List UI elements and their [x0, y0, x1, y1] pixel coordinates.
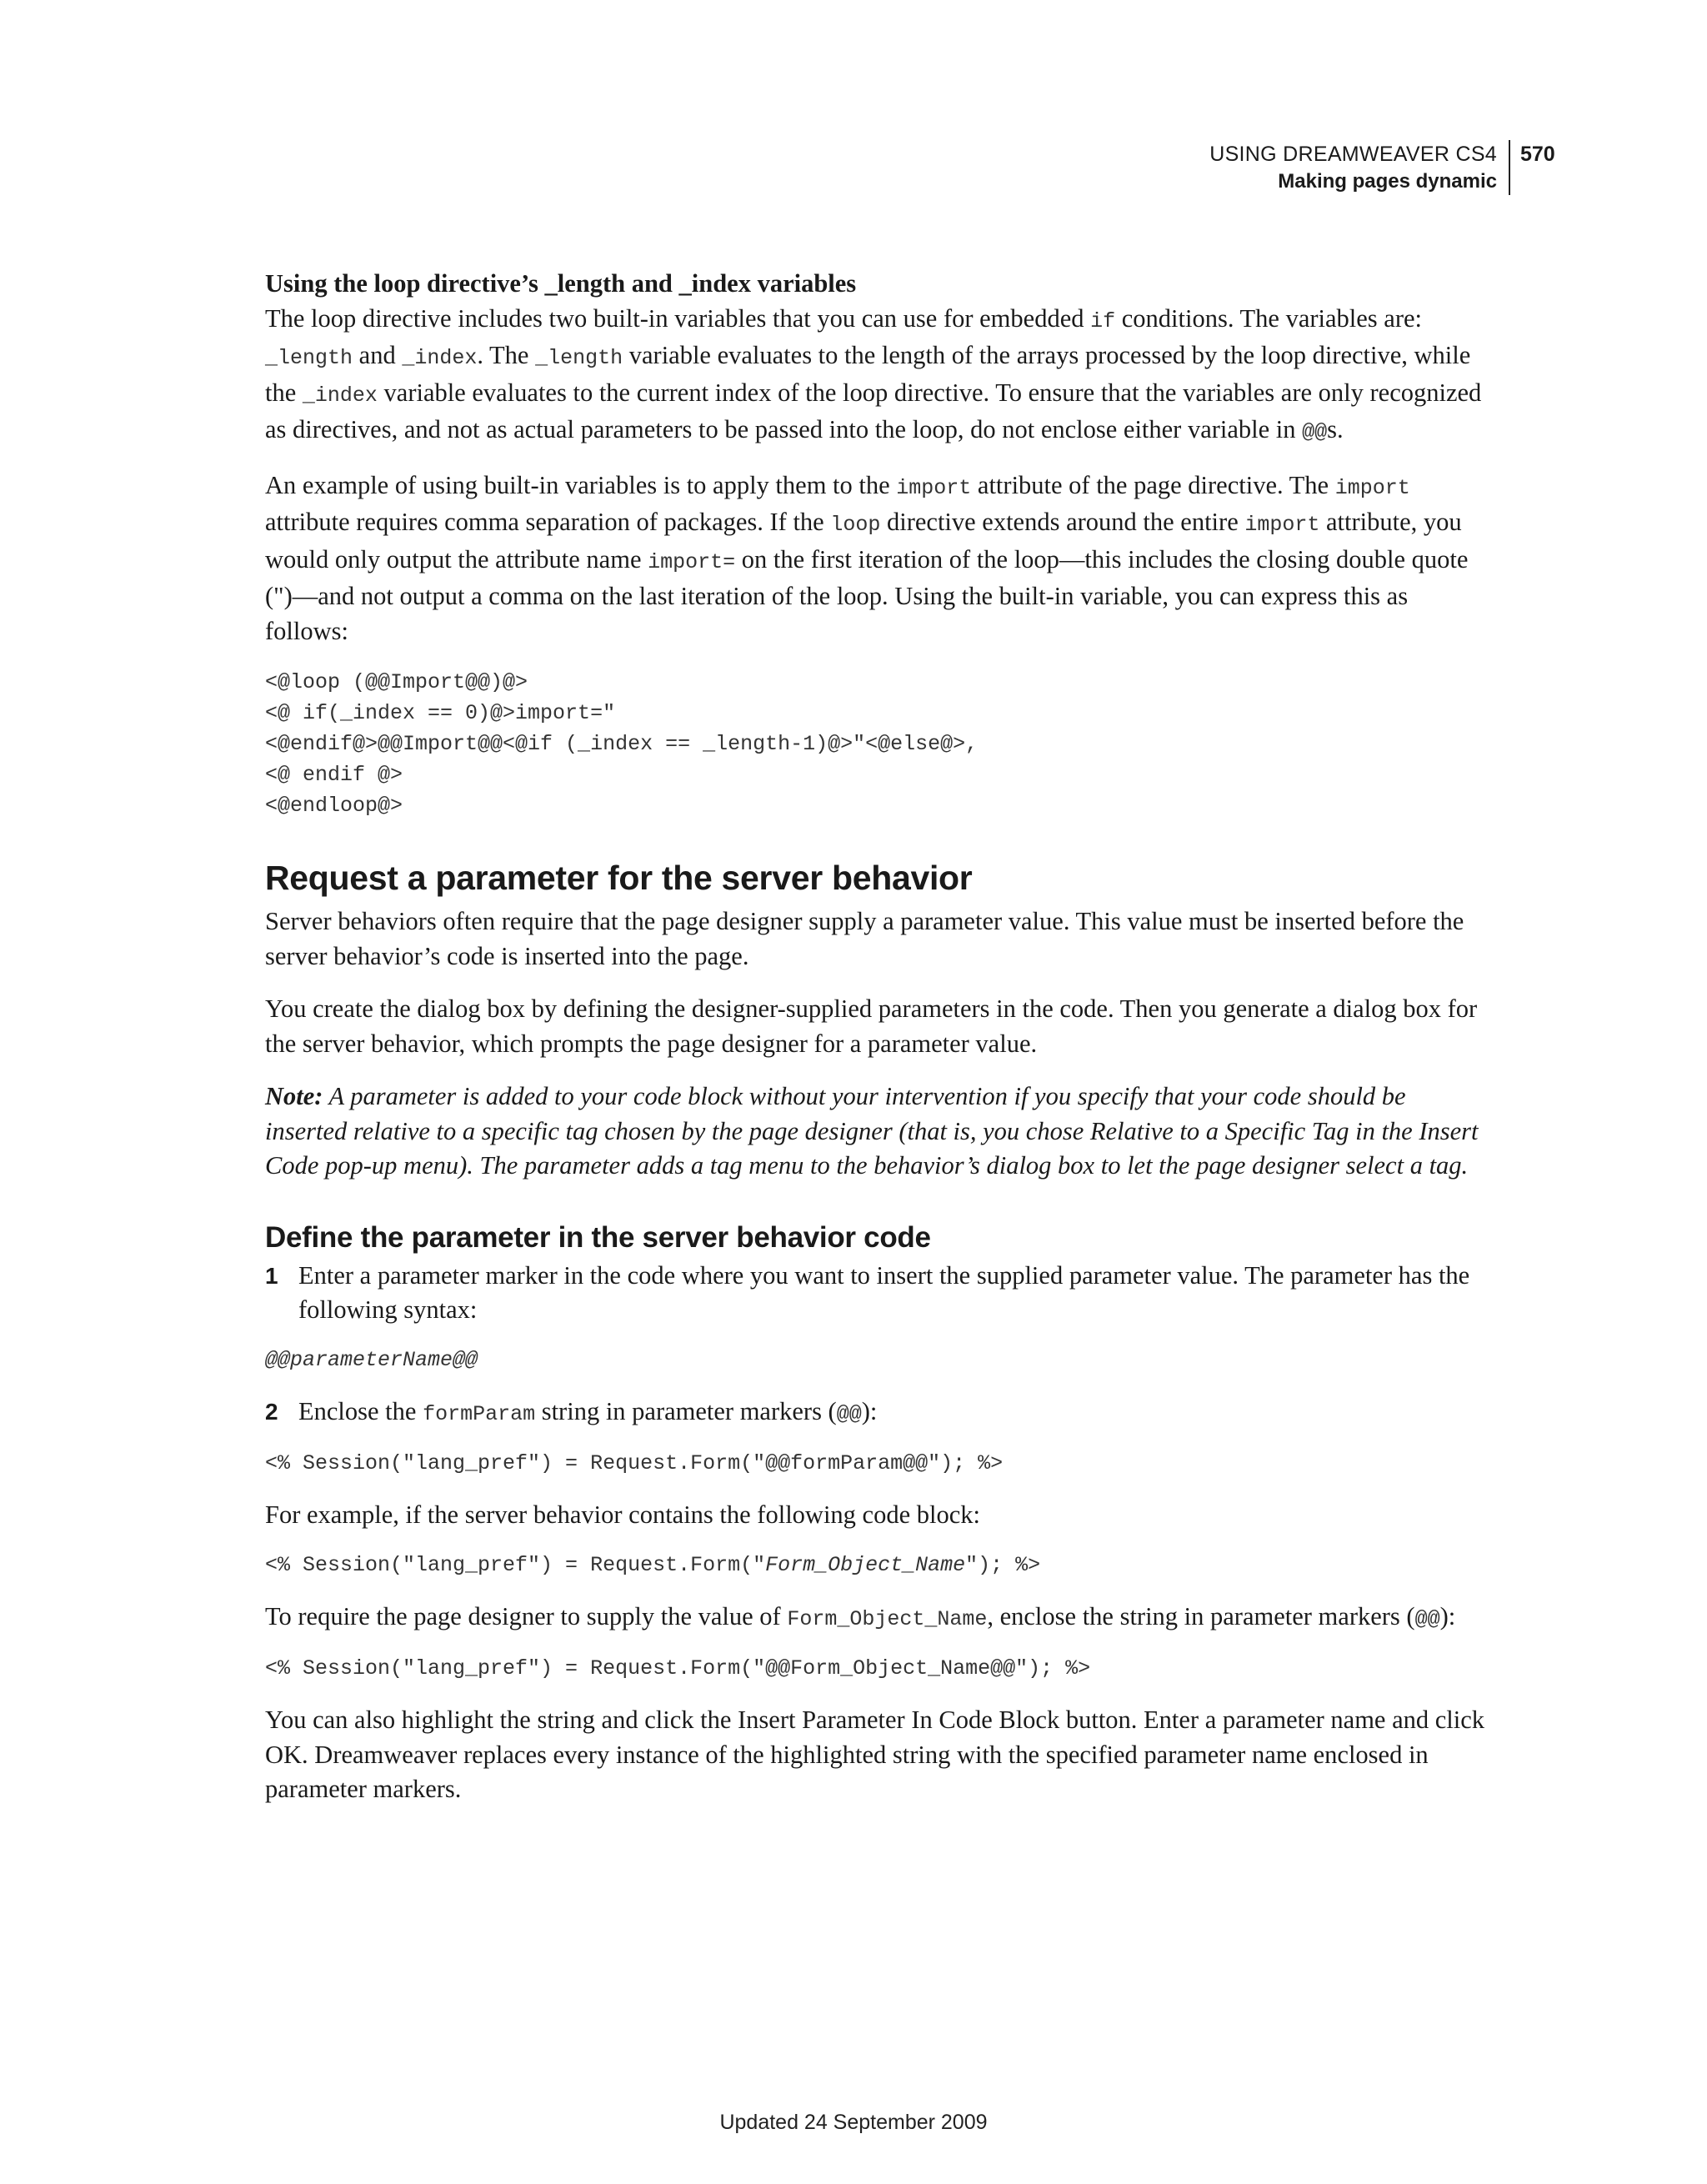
text-run: directive extends around the entire	[880, 508, 1245, 536]
inline-code: _index	[402, 346, 478, 370]
text-run: attribute of the page directive. The	[971, 470, 1335, 499]
text-run: To require the page designer to supply the value of	[265, 1601, 788, 1630]
guide-title: USING DREAMWEAVER CS4	[1209, 143, 1497, 166]
inline-code: @@	[1302, 420, 1328, 444]
code-run-italic: Form_Object_Name	[765, 1552, 966, 1577]
text-run: attribute, you would only output the attribute name	[265, 508, 1462, 574]
code-line: <@loop (@@Import@@)@>	[265, 670, 528, 694]
step-number: 1	[265, 1262, 278, 1289]
note-paragraph	[265, 1079, 1494, 1184]
loop-variables-paragraph	[265, 302, 1494, 450]
footer-updated: Updated 24 September 2009	[719, 2111, 988, 2134]
page-body	[265, 267, 1494, 1826]
text-run: on the first iteration of the loop—this includes the closing double quote (")—and not output a comma on the last iteration of the loop. Using the built-in variable, you can express this as follows:	[265, 544, 1469, 645]
inline-code: import=	[648, 549, 736, 574]
loop-code-block	[265, 667, 1494, 821]
text-run: attribute requires comma separation of packages. If the	[265, 508, 831, 536]
inline-code: if	[1090, 308, 1116, 333]
text-run: ):	[1439, 1601, 1456, 1630]
inline-code: @@	[836, 1401, 862, 1426]
page-number: 570	[1520, 143, 1555, 166]
inline-code: formParam	[423, 1401, 536, 1426]
inline-code: @@	[1414, 1606, 1440, 1631]
inline-code: _length	[265, 346, 353, 370]
text-run: ):	[861, 1396, 878, 1425]
running-header	[1209, 140, 1555, 195]
text-run: An example of using built-in variables is to apply them to the	[265, 470, 897, 499]
code-run: "); %>	[965, 1552, 1041, 1577]
request-parameter-heading: Request a parameter for the server behavior	[265, 859, 973, 897]
request-intro-paragraph: Server behaviors often require that the page designer supply a parameter value. This value must be inserted before the server behavior’s code is inserted into the page.	[265, 907, 1464, 970]
step-number: 2	[265, 1398, 278, 1425]
step-1	[265, 1259, 1494, 1328]
text-run: variable evaluates to the length of the arrays processed by the loop directive, while the	[265, 341, 1471, 407]
dialog-box-paragraph: You create the dialog box by defining the designer-supplied parameters in the code. Then you generate a dialog box for the server behavior, which prompts the page designer for a parameter value.	[265, 994, 1478, 1058]
text-run: variable evaluates to the current index of the loop directive. To ensure that the variables are only recognized as directives, and not as actual parameters to be passed into the loop, do not enclose either variable in	[265, 378, 1482, 443]
step-2	[265, 1395, 1494, 1432]
note-text: A parameter is added to your code block without your intervention if you specify that your code should be inserted relative to a specific tag chosen by the page designer (that is, you chose Relative to a Specific Tag in the Insert Code pop-up menu). The parameter adds a tag menu to the behavior’s dialog box to let the page designer select a tag.	[265, 1082, 1479, 1180]
header-text-block	[1209, 140, 1510, 195]
inline-code: loop	[830, 513, 881, 537]
form-object-code	[265, 1551, 1494, 1580]
text-run: and	[353, 341, 403, 369]
code-run: <% Session("lang_pref") = Request.Form("	[265, 1552, 766, 1577]
inline-code: Form_Object_Name	[787, 1606, 988, 1631]
step-text: Enter a parameter marker in the code where you want to insert the supplied parameter value. The parameter has the following syntax:	[298, 1260, 1470, 1324]
code-line: <@ if(_index == 0)@>import="	[265, 701, 616, 725]
form-param-code: <% Session("lang_pref") = Request.Form("@@formParam@@"); %>	[265, 1451, 1004, 1475]
import-example-paragraph	[265, 468, 1494, 649]
text-run: The loop directive includes two built-in variables that you can use for embedded	[265, 303, 1091, 333]
chapter-title: Making pages dynamic	[1278, 170, 1497, 193]
inline-code: import	[1334, 475, 1410, 500]
inline-code: import	[896, 475, 972, 500]
highlight-paragraph: You can also highlight the string and click the Insert Parameter In Code Block button. Enter a parameter name and click OK. Dreamweaver replaces every instance of the highlighted string with the specified parameter name enclosed in parameter markers.	[265, 1706, 1485, 1803]
marked-form-object-code: <% Session("lang_pref") = Request.Form("@@Form_Object_Name@@"); %>	[265, 1656, 1091, 1681]
text-run: Enclose the	[298, 1396, 423, 1425]
code-line: <@endif@>@@Import@@<@if (_index == _length-1)@>"<@else@>,	[265, 732, 979, 756]
inline-code: _index	[302, 383, 378, 408]
inline-code: _length	[535, 346, 623, 370]
example-paragraph: For example, if the server behavior contains the following code block:	[265, 1500, 980, 1529]
text-run: string in parameter markers (	[535, 1396, 837, 1425]
note-label: Note:	[265, 1082, 323, 1110]
text-run: , enclose the string in parameter markers (	[987, 1601, 1415, 1630]
inline-code: import	[1244, 513, 1320, 537]
text-run: s.	[1327, 415, 1344, 443]
code-line: <@ endif @>	[265, 763, 403, 787]
require-paragraph	[265, 1600, 1494, 1637]
text-run: conditions. The variables are:	[1115, 303, 1422, 333]
text-run: . The	[477, 341, 536, 369]
syntax-code: @@parameterName@@	[265, 1347, 478, 1372]
loop-variables-subheading: Using the loop directive’s _length and _index variables	[265, 269, 857, 298]
define-parameter-heading: Define the parameter in the server behavior code	[265, 1220, 931, 1254]
code-line: <@endloop@>	[265, 794, 403, 818]
